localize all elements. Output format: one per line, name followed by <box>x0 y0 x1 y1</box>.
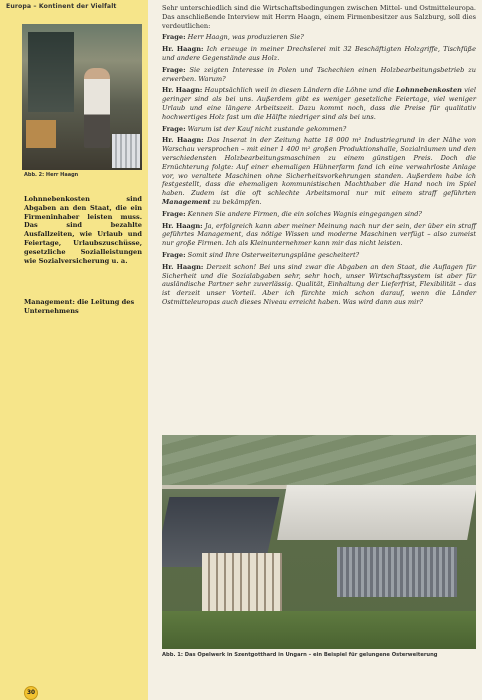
question-text: Kennen Sie andere Firmen, die ein solches Wagnis eingegangen sind? <box>187 209 422 218</box>
photo-herr-haagn <box>22 24 142 170</box>
question-label: Frage: <box>162 209 186 218</box>
question-text: Sie zeigten Interesse in Polen und Tschechien einen Holzbearbeitungsbetrieb zu erwerben. Warum? <box>162 65 476 83</box>
question-label: Frage: <box>162 250 186 259</box>
term-management: Management <box>162 197 211 206</box>
figure-caption: Abb. 1: Das Opelwerk in Szentgotthard in Ungarn – ein Beispiel für gelungene Osterweiterung <box>162 652 438 658</box>
question-3 <box>162 125 476 134</box>
running-header: Europa – Kontinent der Vielfalt <box>6 3 117 10</box>
question-label: Frage: <box>162 65 186 74</box>
question-text: Herr Haagn, was produzieren Sie? <box>187 33 304 42</box>
photo-fields <box>162 435 476 487</box>
answer-text: Ich erzeuge in meiner Drechslerei mit 32 Beschäftigten Holzgriffe, Tischfüße und andere Gegenstände aus Holz. <box>162 45 476 62</box>
answer-text-part: viel geringer sind als bei uns. Außerdem gibt es weniger gesetzliche Feiertage, viel weniger Urlaub und eine längere Arbeitszeit. Dazu kommt noch, dass die Preise für qualitativ hochwertiges Holz fast um die Hälfte niedriger sind als bei uns. <box>162 86 476 121</box>
photo-office-building <box>202 553 282 611</box>
answer-text: Derzeit schon! Bei uns sind zwar die Abgaben an den Staat, die Auflagen für Sicherheit und die Sozialabgaben sehr, sehr hoch, unser Wirtschaftssystem ist aber für ausländische Partner sehr zuverlässig. Qualität, Einhaltung der Lieferfrist, Flexibilität – das ist derzeit unser Vorteil. Aber ich fürchte mich schon darauf, wenn die Länder Ostmitteleuropas auch dieses Niveau erreicht haben. Was wird dann aus mir? <box>162 262 476 306</box>
photo-lawn <box>162 611 476 649</box>
speaker-label: Hr. Haagn: <box>162 221 203 230</box>
answer-text <box>162 86 476 120</box>
photo-person <box>84 68 110 148</box>
answer-1 <box>162 45 476 63</box>
speaker-label: Hr. Haagn: <box>162 86 203 95</box>
question-text: Somit sind Ihre Osterweiterungspläne gescheitert? <box>187 250 360 259</box>
speaker-label: Hr. Haagn: <box>162 136 204 145</box>
question-1 <box>162 33 476 42</box>
question-2 <box>162 66 476 84</box>
answer-text-part: Das Inserat in der Zeitung hatte 18 000 m² Industriegrund in der Nähe von Warschau versprochen – mit einer 1 400 m² großen Produktionshalle, Sozialräumen und den verschiedensten Holzbearbeitungsmaschinen zu einem günstigen Preis. Doch die Ernüchterung folgte: Auf einer ehemaligen Hühnerfarm fand ich eine verwahrloste Anlage vor, wo veraltete Maschinen ohne Sicherheitsvorkehrungen standen. Außerdem habe ich festgestellt, dass die ehemaligen kommunistischen Machthaber die Hand noch im Spiel haben. Zudem ist die oft schlechte Arbeitsmoral nur mit einem straff geführten <box>162 136 476 198</box>
question-4 <box>162 210 476 219</box>
photo-caption-side: Abb. 2: Herr Haagn <box>24 172 79 178</box>
answer-text <box>162 136 476 206</box>
photo-box <box>26 120 56 148</box>
speaker-label: Hr. Haagn: <box>162 45 204 54</box>
answer-3 <box>162 136 476 206</box>
answer-4 <box>162 222 476 248</box>
answer-5 <box>162 263 476 307</box>
sidebar-note-management: Management: die Leitung des Unternehmens <box>24 298 135 315</box>
page-number: 30 <box>24 686 38 700</box>
answer-text: Ja, erfolgreich kann aber meiner Meinung nach nur der sein, der über ein straff geführtes Management, das nötige Wissen und moderne Maschinen verfügt – also zumeist nur große Firmen. Ich als Kleinunternehmer kann mir das nicht leisten. <box>162 221 476 248</box>
answer-2 <box>162 86 476 121</box>
photo-factory-hall <box>277 485 476 540</box>
photo-parking-lot <box>337 547 457 597</box>
question-text: Warum ist der Kauf nicht zustande gekommen? <box>187 124 347 133</box>
photo-crate <box>112 134 140 168</box>
photo-machine <box>28 32 74 112</box>
main-text <box>162 4 476 310</box>
term-lohnnebenkosten: Lohnnebenkosten <box>396 86 462 95</box>
speaker-label: Hr. Haagn: <box>162 262 204 271</box>
sidebar-note-lohnnebenkosten: Lohnnebenkosten sind Abgaben an den Staat, die ein Firmeninhaber leisten muss. Das sind bezahlte Ausfallzeiten, wie Urlaub und Feiertage, Urlaubszuschüsse, gesetzliche Sozialleistungen wie Sozialversicherung u. a. <box>24 195 142 265</box>
question-5 <box>162 251 476 260</box>
question-label: Frage: <box>162 33 186 42</box>
question-label: Frage: <box>162 124 186 133</box>
answer-text-part: zu bekämpfen. <box>210 197 262 206</box>
answer-text-part: Hauptsächlich weil in diesen Ländern die Löhne und die <box>204 86 397 95</box>
photo-opelwerk-aerial <box>162 435 476 649</box>
intro-paragraph: Sehr unterschiedlich sind die Wirtschaftsbedingungen zwischen Mittel- und Ostmitteleuropa. Das anschließende Interview mit Herrn Haagn, einem Firmenbesitzer aus Salzburg, soll dies verdeutlichen: <box>162 4 476 30</box>
